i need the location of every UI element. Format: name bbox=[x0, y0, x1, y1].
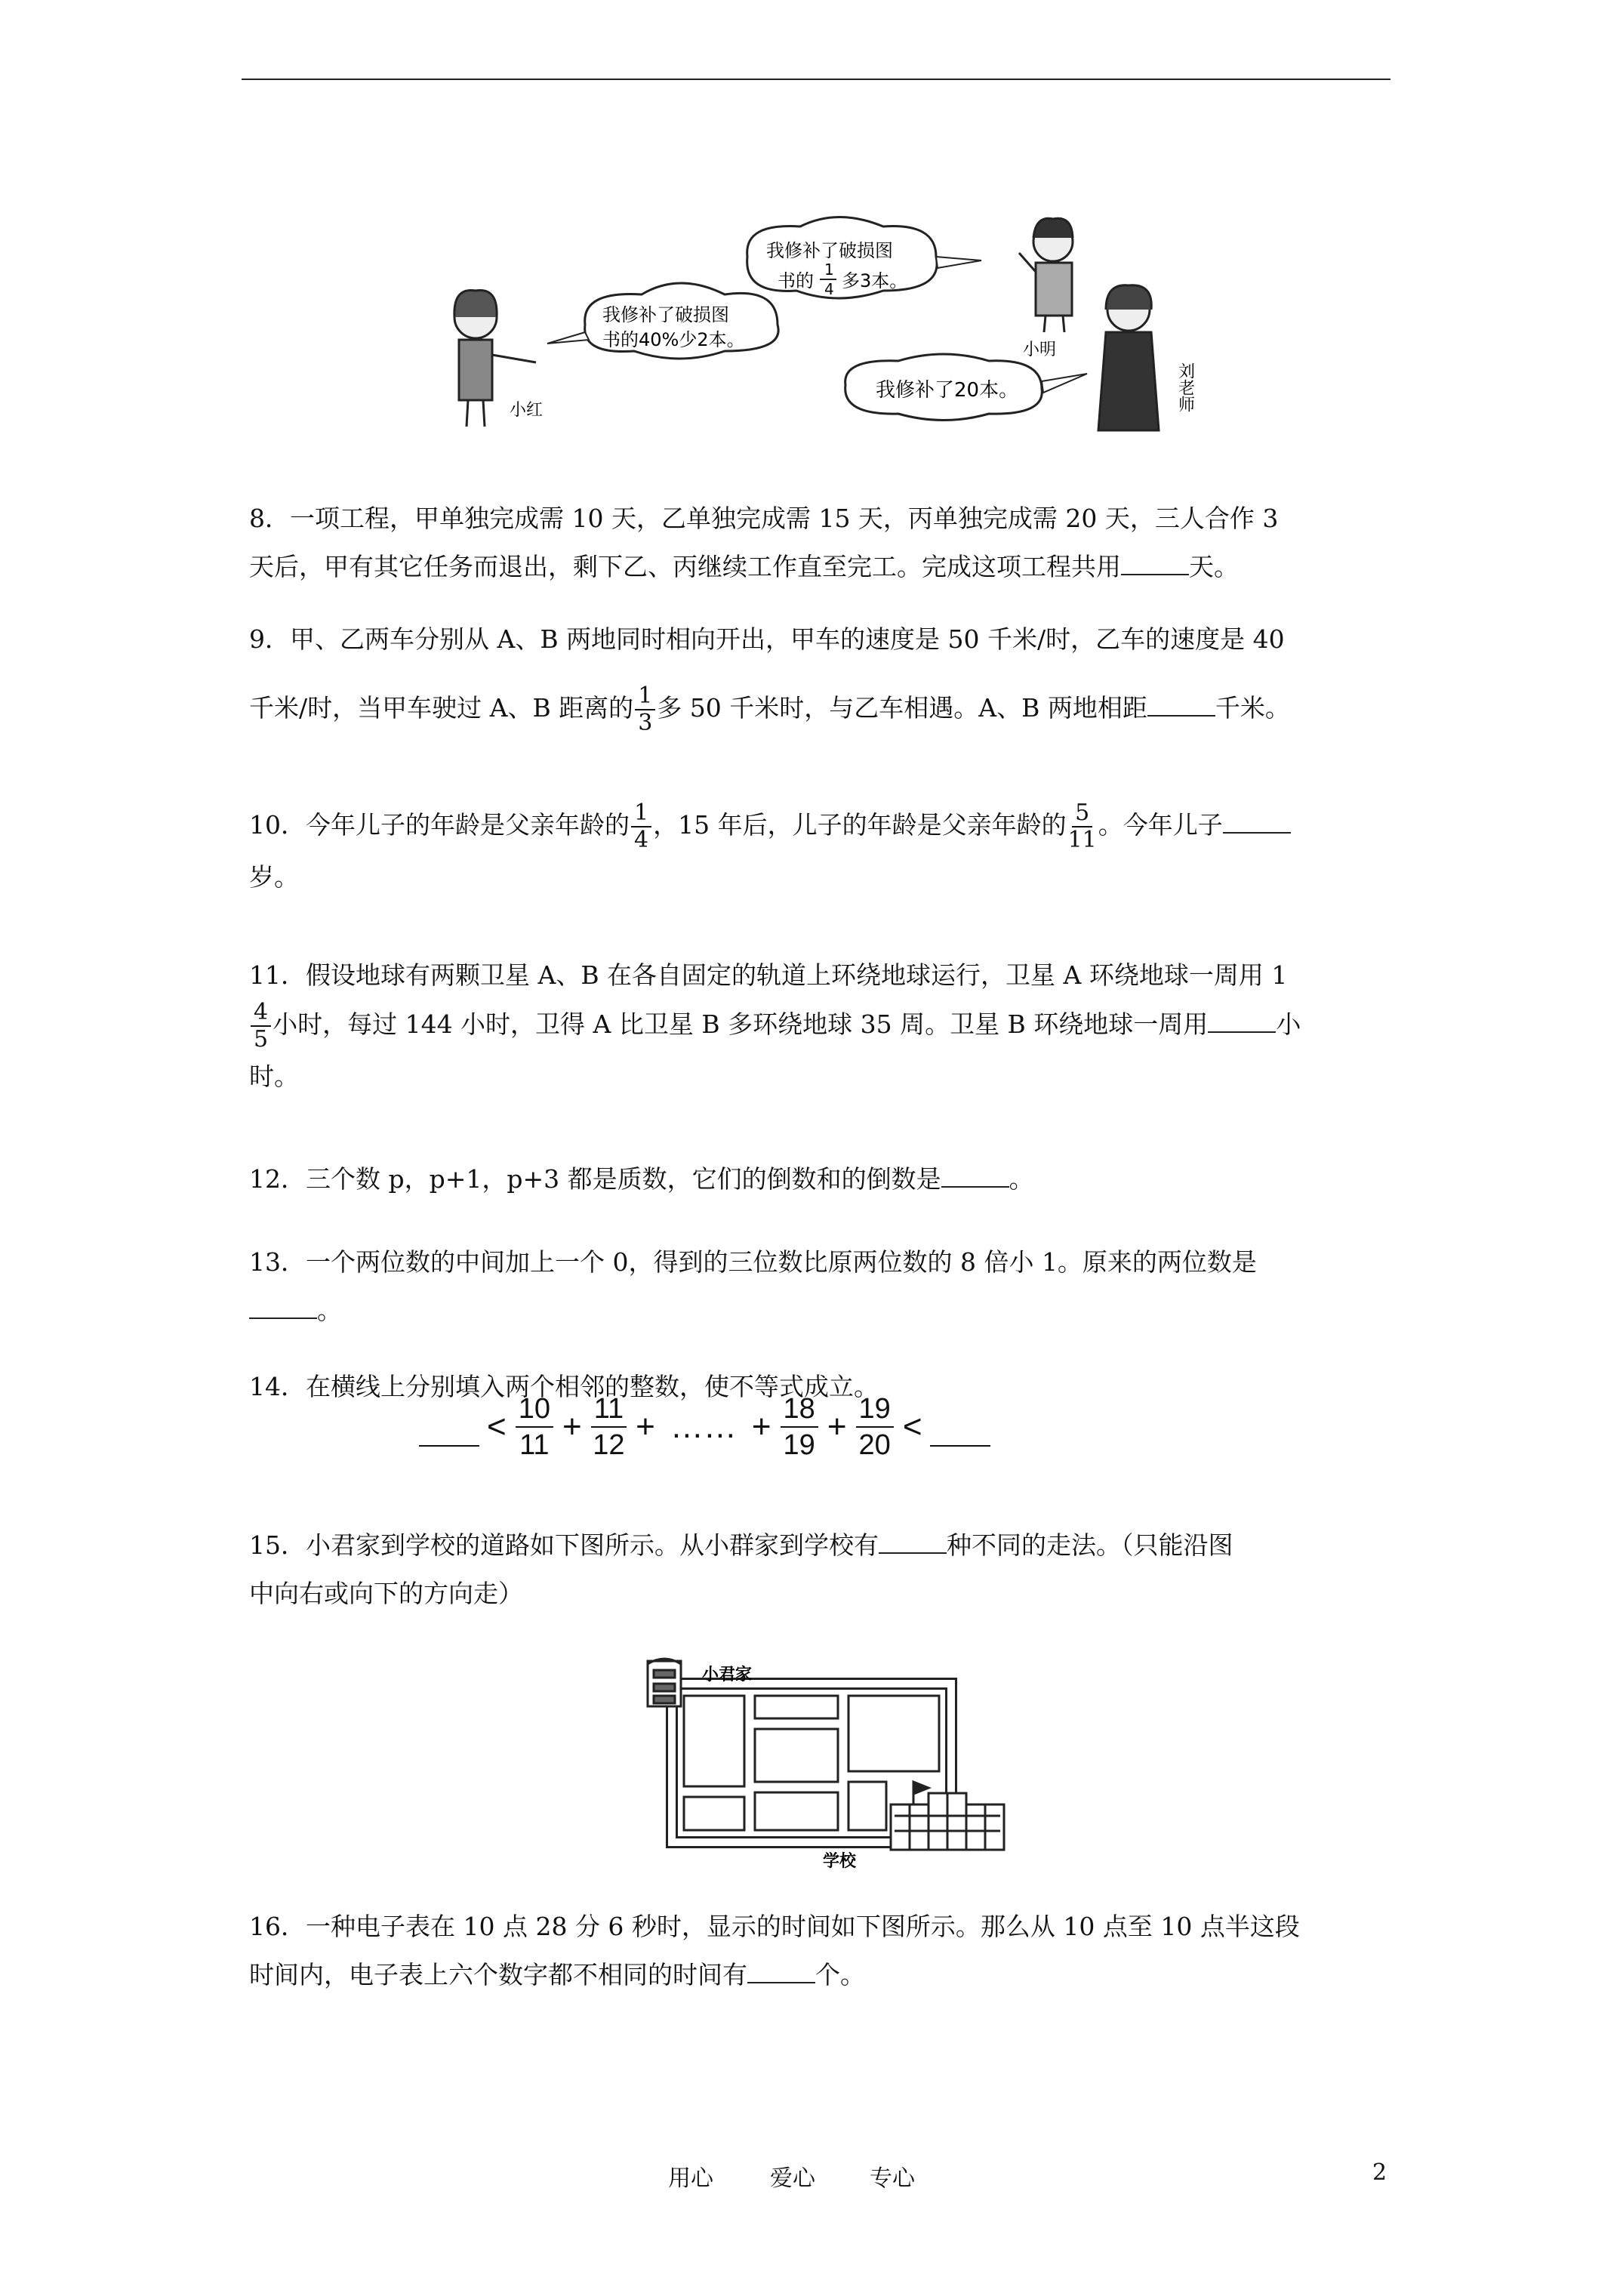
q14-f2-n: 11 bbox=[591, 1391, 627, 1428]
q14-plus-2: + bbox=[636, 1408, 655, 1445]
name-teacher: 刘老师 bbox=[1175, 362, 1195, 412]
question-10 bbox=[249, 800, 1397, 901]
q14-f1-d: 11 bbox=[519, 1429, 550, 1461]
q14-line1: 14．在横线上分别填入两个相邻的整数，使不等式成立。 bbox=[249, 1372, 879, 1401]
q11-fraction bbox=[251, 1000, 271, 1052]
bubble-left-line1: 我修补了破损图 bbox=[602, 304, 729, 325]
q14-less-than-right: < bbox=[902, 1408, 922, 1445]
question-12 bbox=[249, 1155, 1397, 1203]
bubble-top-frac-d: 4 bbox=[824, 280, 834, 298]
q10-text-c: 。今年儿子 bbox=[1098, 810, 1223, 840]
footer-motto-3: 专心 bbox=[870, 2165, 915, 2192]
q11-frac-numerator: 4 bbox=[251, 1000, 271, 1027]
q9-frac-denominator: 3 bbox=[638, 710, 653, 736]
q13-end: 。 bbox=[317, 1296, 342, 1325]
q10-text-b: ，15 年后，儿子的年龄是父亲年龄的 bbox=[653, 810, 1067, 840]
q14-frac-1 bbox=[516, 1391, 553, 1462]
q14-f4-d: 20 bbox=[858, 1429, 891, 1461]
q11-frac-denominator: 5 bbox=[254, 1026, 269, 1052]
q9-frac-numerator: 1 bbox=[635, 683, 655, 710]
q9-fraction bbox=[635, 683, 655, 736]
q10-fraction-2 bbox=[1068, 800, 1097, 853]
q11-line3: 时。 bbox=[249, 1062, 299, 1091]
q11-line2-text: 小时，每过 144 小时，卫得 A 比卫星 B 多环绕地球 35 周。卫星 B 环绕地球一周用 bbox=[273, 1009, 1209, 1039]
q8-answer-blank[interactable] bbox=[1121, 548, 1189, 575]
q14-less-than-left: < bbox=[487, 1408, 507, 1445]
q10-text-a: 10．今年儿子的年龄是父亲年龄的 bbox=[249, 810, 630, 840]
q14-frac-3 bbox=[781, 1391, 818, 1462]
q14-inequality bbox=[419, 1385, 990, 1469]
q14-f3-n: 18 bbox=[781, 1391, 818, 1428]
question-9 bbox=[249, 615, 1397, 736]
q14-frac-2 bbox=[591, 1391, 627, 1462]
q14-left-blank[interactable] bbox=[419, 1422, 479, 1447]
name-xiaohong: 小红 bbox=[510, 401, 544, 420]
q14-f4-n: 19 bbox=[856, 1391, 894, 1428]
q9-line2-end: 千米。 bbox=[1215, 693, 1290, 723]
q13-line1: 13．一个两位数的中间加上一个 0，得到的三位数比原两位数的 8 倍小 1。原来的两位数是 bbox=[249, 1247, 1257, 1277]
q13-line2 bbox=[249, 1287, 1397, 1335]
q11-answer-blank[interactable] bbox=[1208, 1006, 1276, 1033]
question-16 bbox=[249, 1903, 1397, 1999]
q8-line2-end: 天。 bbox=[1189, 552, 1239, 581]
footer-motto-1: 用心 bbox=[668, 2165, 713, 2192]
speech-bubble-top bbox=[747, 217, 981, 299]
q14-f3-d: 19 bbox=[783, 1429, 815, 1461]
speech-illustration bbox=[423, 211, 1238, 445]
q9-line2-mid: 多 50 千米时，与乙车相遇。A、B 两地相距 bbox=[657, 693, 1147, 723]
q11-line2-end: 小 bbox=[1276, 1009, 1301, 1039]
bubble-top-line1: 我修补了破损图 bbox=[766, 240, 893, 261]
question-13 bbox=[249, 1238, 1397, 1335]
q15-text: 15．小君家到学校的道路如下图所示。从小群家到学校有 bbox=[249, 1530, 879, 1560]
q14-frac-4 bbox=[856, 1391, 894, 1462]
q9-line2 bbox=[249, 683, 1397, 736]
q11-line2 bbox=[249, 1000, 1397, 1052]
q13-answer-blank[interactable] bbox=[249, 1292, 317, 1319]
question-11 bbox=[249, 951, 1397, 1101]
speech-bubble-left bbox=[547, 283, 778, 359]
q16-end: 个。 bbox=[815, 1960, 865, 1989]
q11-line1: 11．假设地球有两颗卫星 A、B 在各自固定的轨道上环绕地球运行，卫星 A 环绕地球一周用 1 bbox=[249, 960, 1288, 990]
bubble-top-line2b: 多3本。 bbox=[842, 270, 908, 291]
name-xiaoming: 小明 bbox=[1023, 341, 1057, 359]
q10-fraction-1 bbox=[631, 800, 651, 853]
bubble-left-line2: 书的40%少2本。 bbox=[602, 329, 745, 350]
bubble-top-frac-n: 1 bbox=[824, 260, 834, 279]
q14-f1-n: 10 bbox=[516, 1391, 553, 1428]
bubble-bottom-text: 我修补了20本。 bbox=[876, 379, 1019, 402]
q14-plus-1: + bbox=[562, 1408, 582, 1445]
q14-plus-3: + bbox=[751, 1408, 771, 1445]
q10-frac2-numerator: 5 bbox=[1072, 800, 1092, 827]
q15-line1 bbox=[249, 1521, 1397, 1570]
teacher-figure-icon bbox=[1098, 285, 1159, 430]
q14-ellipsis: …… bbox=[670, 1408, 737, 1445]
q12-text: 12．三个数 p，p+1，p+3 都是质数，它们的倒数和的倒数是 bbox=[249, 1164, 941, 1194]
q16-line1: 16．一种电子表在 10 点 28 分 6 秒时，显示的时间如下图所示。那么从 10 点至 10 点半这段 bbox=[249, 1912, 1300, 1941]
boy-figure-icon bbox=[1019, 218, 1073, 332]
q9-line2-text: 千米/时，当甲车驶过 A、B 距离的 bbox=[249, 693, 634, 723]
house-icon bbox=[648, 1659, 681, 1706]
q9-answer-blank[interactable] bbox=[1147, 689, 1215, 717]
q10-frac2-denominator: 11 bbox=[1067, 827, 1097, 853]
q8-line2 bbox=[249, 543, 1397, 591]
q15-line2: 中向右或向下的方向走） bbox=[249, 1579, 523, 1608]
q14-right-blank[interactable] bbox=[930, 1422, 990, 1447]
q8-line1: 8．一项工程，甲单独完成需 10 天，乙单独完成需 15 天，丙单独完成需 20 天，三人合作 3 bbox=[249, 504, 1279, 533]
q9-line1: 9．甲、乙两车分别从 A、B 两地同时相向开出，甲车的速度是 50 千米/时，乙车的速度是 40 bbox=[249, 624, 1285, 654]
q12-end: 。 bbox=[1009, 1164, 1034, 1194]
q8-line2-text: 天后，甲有其它任务而退出，剩下乙、丙继续工作直至完工。完成这项工程共用 bbox=[249, 552, 1121, 581]
q16-line2 bbox=[249, 1951, 1397, 1999]
q10-answer-blank[interactable] bbox=[1223, 806, 1291, 834]
school-icon bbox=[891, 1782, 1004, 1850]
q15-text-end: 种不同的走法。（只能沿图 bbox=[947, 1530, 1233, 1560]
footer-motto-2: 爱心 bbox=[770, 2165, 815, 2192]
q10-line1 bbox=[249, 800, 1397, 853]
q10-line2: 岁。 bbox=[249, 862, 299, 892]
q12-answer-blank[interactable] bbox=[941, 1160, 1009, 1188]
q10-frac1-denominator: 4 bbox=[634, 827, 649, 853]
question-15 bbox=[249, 1521, 1397, 1618]
speech-bubble-bottom bbox=[845, 354, 1087, 421]
question-8 bbox=[249, 495, 1397, 591]
q14-plus-4: + bbox=[827, 1408, 847, 1445]
header-rule bbox=[242, 79, 1390, 80]
q14-f2-d: 12 bbox=[593, 1429, 625, 1461]
q16-text: 时间内，电子表上六个数字都不相同的时间有 bbox=[249, 1960, 747, 1989]
page-number: 2 bbox=[1372, 2159, 1387, 2186]
q10-frac1-numerator: 1 bbox=[631, 800, 651, 827]
bubble-top-line2a: 书的 bbox=[778, 270, 814, 291]
label-home: 小君家 bbox=[702, 1666, 753, 1684]
q16-answer-blank[interactable] bbox=[747, 1956, 815, 1983]
label-school: 学校 bbox=[823, 1852, 857, 1871]
road-map-diagram bbox=[642, 1653, 1034, 1872]
q12-line1 bbox=[249, 1155, 1397, 1203]
q15-answer-blank[interactable] bbox=[879, 1527, 947, 1554]
